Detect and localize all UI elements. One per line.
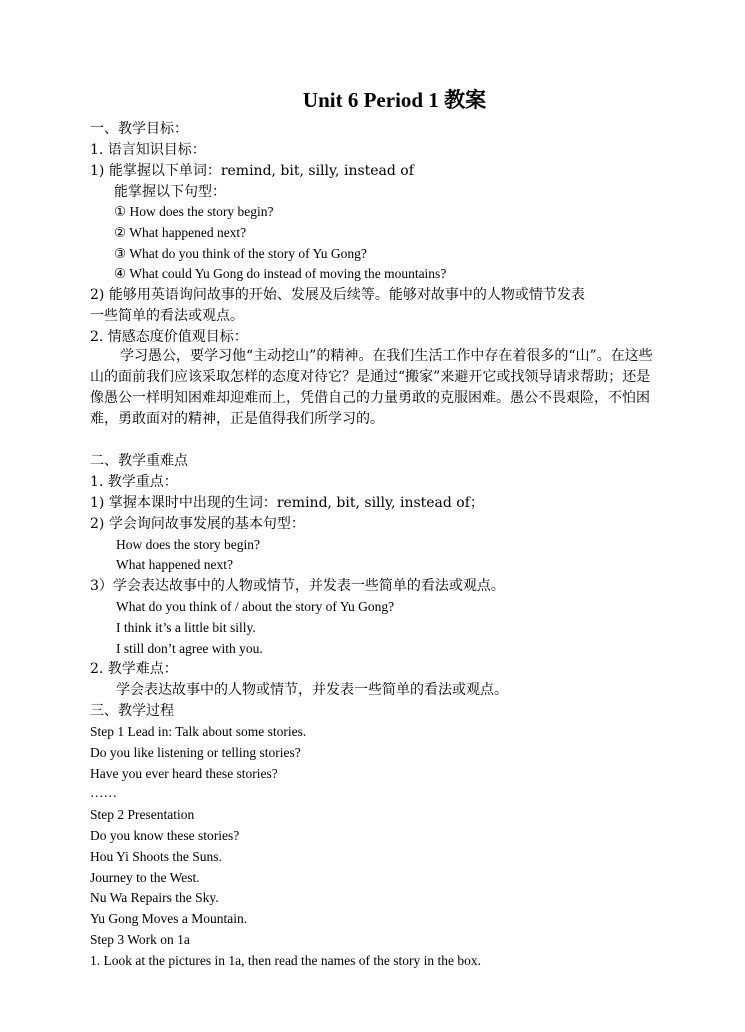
section-1-2: 2. 情感态度价值观目标： <box>90 329 248 345</box>
sentence-pattern-2: ② What happened next? <box>114 225 247 240</box>
story-4: Yu Gong Moves a Mountain. <box>90 911 248 926</box>
section-2-1-2: 2) 学会询问故事发展的基本句型： <box>90 516 305 532</box>
key-sentence-1: How does the story begin? <box>116 537 260 552</box>
sentence-pattern-1: ① How does the story begin? <box>114 204 274 219</box>
key-sentence-5: I still don’t agree with you. <box>116 641 263 656</box>
step-2a: Do you know these stories? <box>90 828 240 843</box>
section-1-1-2b: 一些简单的看法或观点。 <box>90 308 244 324</box>
story-3: Nu Wa Repairs the Sky. <box>90 890 219 905</box>
sentence-pattern-4: ④ What could Yu Gong do instead of moving the mountains? <box>114 266 447 281</box>
section-1-1: 1. 语言知识目标： <box>90 142 206 158</box>
section-2-1: 1. 教学重点： <box>90 474 178 490</box>
step-2: Step 2 Presentation <box>90 807 195 822</box>
section-2-1-3: 3）学会表达故事中的人物或情节，并发表一些简单的看法或观点。 <box>90 578 505 594</box>
step-3: Step 3 Work on 1a <box>90 932 190 947</box>
section-2-2: 2. 教学难点： <box>90 661 178 677</box>
step-1: Step 1 Lead in: Talk about some stories. <box>90 724 307 739</box>
document-title: Unit 6 Period 1 教案 <box>302 88 487 112</box>
key-sentence-2: What happened next? <box>116 557 233 572</box>
step-1b: Have you ever heard these stories? <box>90 766 278 781</box>
step-1a: Do you like listening or telling stories? <box>90 745 301 760</box>
section-1-1-2a: 2) 能够用英语询问故事的开始、发展及后续等。能够对故事中的人物或情节发表 <box>90 287 585 303</box>
key-sentence-3: What do you think of / about the story of Yu Gong? <box>116 599 395 614</box>
section-1-heading: 一、教学目标： <box>90 121 188 137</box>
section-2-2a: 学会表达故事中的人物或情节，并发表一些简单的看法或观点。 <box>116 682 508 698</box>
story-1: Hou Yi Shoots the Suns. <box>90 849 222 864</box>
key-sentence-4: I think it’s a little bit silly. <box>116 620 256 635</box>
sentence-pattern-3: ③ What do you think of the story of Yu Gong? <box>114 246 367 261</box>
section-3-heading: 三、教学过程 <box>90 703 174 719</box>
section-2-1-1: 1) 掌握本课时中出现的生词：remind, bit, silly, instead of； <box>90 495 484 511</box>
section-1-1-1b: 能掌握以下句型： <box>114 184 226 200</box>
section-1-1-1: 1) 能掌握以下单词：remind, bit, silly, instead of <box>90 163 414 179</box>
step-3a: 1. Look at the pictures in 1a, then read the names of the story in the box. <box>90 953 482 968</box>
attitude-paragraph: 学习愚公，要学习他“主动挖山”的精神。在我们生活工作中存在着很多的“山”。在这些山的面前我们应该采取怎样的态度对待它？是通过“搬家”来避开它或找领导请求帮助；还是像愚公一样明知困难却迎难而上，凭借自己的力量勇敢的克服困难。愚公不畏艰险，不怕困难，勇敢面对的精神，正是值得我们所学习的。 <box>90 348 653 427</box>
story-2: Journey to the West. <box>90 870 200 885</box>
section-2-heading: 二、教学重难点 <box>90 453 188 469</box>
ellipsis: …… <box>90 785 117 800</box>
